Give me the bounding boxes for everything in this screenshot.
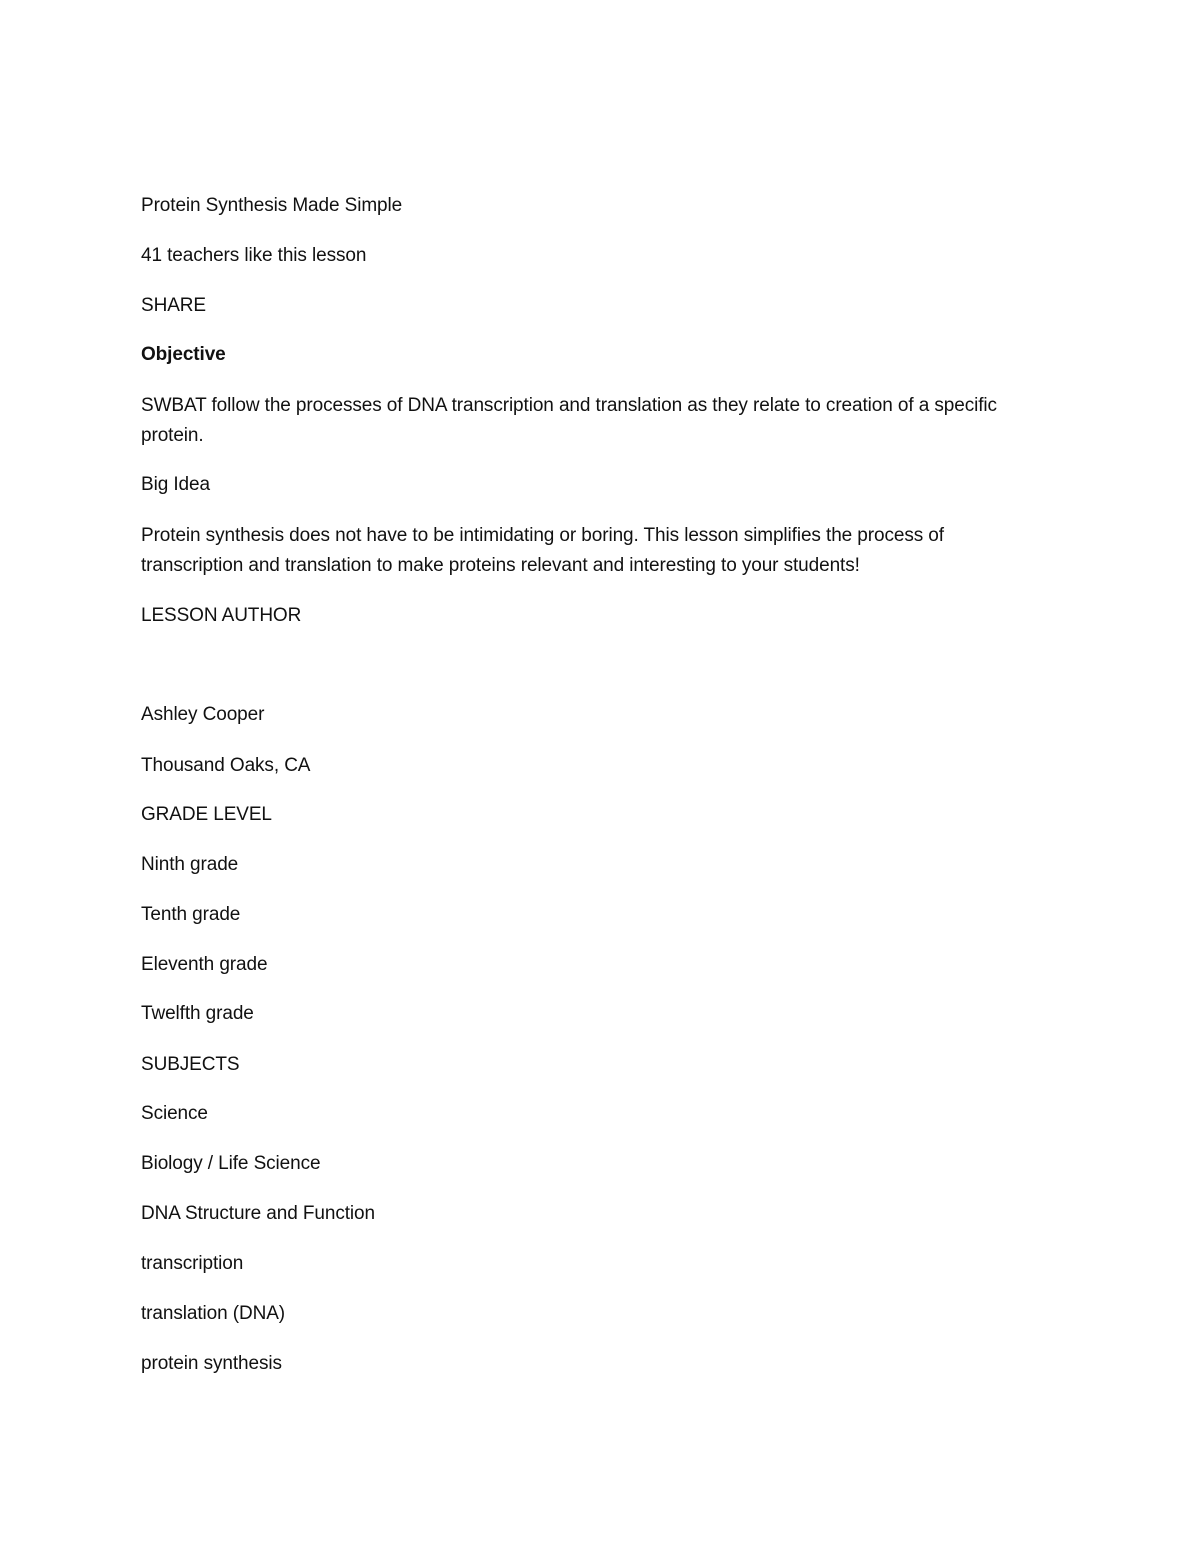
lesson-title: Protein Synthesis Made Simple	[141, 195, 403, 216]
subject-item: Science	[141, 1103, 208, 1124]
grade-item: Tenth grade	[141, 904, 241, 925]
share-label: SHARE	[141, 295, 206, 316]
grade-item: Eleventh grade	[141, 954, 268, 975]
author-location: Thousand Oaks, CA	[141, 755, 311, 776]
author-heading: LESSON AUTHOR	[141, 605, 302, 626]
grade-heading: GRADE LEVEL	[141, 804, 272, 825]
big-idea-text: Protein synthesis does not have to be intimidating or boring. This lesson simplifies the process of transcription and translation to make proteins relevant and interesting to your students!	[141, 525, 944, 576]
objective-heading: Objective	[141, 344, 226, 365]
big-idea-heading: Big Idea	[141, 474, 210, 495]
subject-item: translation (DNA)	[141, 1303, 286, 1324]
author-name: Ashley Cooper	[141, 704, 265, 725]
likes-count: 41 teachers like this lesson	[141, 245, 367, 266]
subject-item: Biology / Life Science	[141, 1153, 321, 1174]
subject-item: protein synthesis	[141, 1353, 282, 1374]
grade-item: Ninth grade	[141, 854, 239, 875]
objective-text: SWBAT follow the processes of DNA transcription and translation as they relate to creation of a specific protein.	[141, 395, 997, 446]
subject-item: transcription	[141, 1253, 244, 1274]
grade-item: Twelfth grade	[141, 1003, 254, 1024]
subjects-heading: SUBJECTS	[141, 1054, 240, 1075]
subject-item: DNA Structure and Function	[141, 1203, 375, 1224]
